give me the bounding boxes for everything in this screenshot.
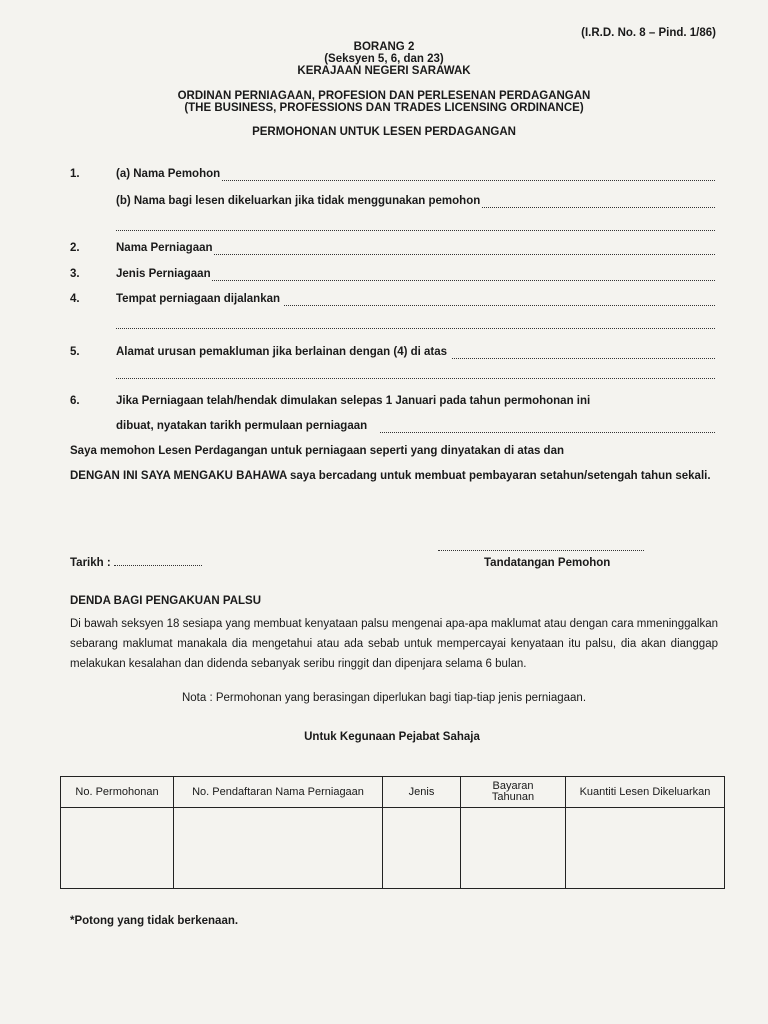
penalty-heading: DENDA BAGI PENGAKUAN PALSU <box>70 595 262 607</box>
signature-label: Tandatangan Pemohon <box>484 557 611 569</box>
business-place-label: Tempat perniagaan dijalankan <box>116 293 281 305</box>
item-number-5: 5. <box>70 346 80 358</box>
business-type-field[interactable] <box>212 280 715 281</box>
type-cell[interactable] <box>383 808 461 889</box>
notification-address-field-continued[interactable] <box>116 378 715 379</box>
licence-name-field-continued[interactable] <box>116 230 715 231</box>
item-number-6: 6. <box>70 395 80 407</box>
business-start-date-label: dibuat, nyatakan tarikh permulaan perniagaan <box>116 420 368 432</box>
application-number-cell[interactable] <box>61 808 174 889</box>
form-title: PERMOHONAN UNTUK LESEN PERDAGANGAN <box>252 126 516 138</box>
ordinance-title-malay: ORDINAN PERNIAGAAN, PROFESION DAN PERLESENAN PERDAGANGAN <box>177 90 591 102</box>
business-start-date-field[interactable] <box>380 432 715 433</box>
item-number-4: 4. <box>70 293 80 305</box>
annual-fee-cell[interactable] <box>461 808 566 889</box>
date-label: Tarikh : <box>70 557 114 569</box>
item-number-1: 1. <box>70 168 80 180</box>
signature-line[interactable] <box>438 550 644 551</box>
footnote: *Potong yang tidak berkenaan. <box>70 915 239 927</box>
office-use-heading: Untuk Kegunaan Pejabat Sahaja <box>304 731 480 743</box>
declaration-line-1: Saya memohon Lesen Perdagangan untuk perniagaan seperti yang dinyatakan di atas dan <box>70 445 565 457</box>
state-government: KERAJAAN NEGERI SARAWAK <box>297 65 471 77</box>
column-annual-fee: Bayaran Tahunan <box>461 777 566 808</box>
office-use-table <box>60 776 725 889</box>
form-reference: (I.R.D. No. 8 – Pind. 1/86) <box>581 27 716 39</box>
applicant-name-field[interactable] <box>222 180 715 181</box>
column-licence-quantity: Kuantiti Lesen Dikeluarkan <box>566 777 725 808</box>
office-table-header-row <box>61 777 725 808</box>
licence-name-field[interactable] <box>482 207 715 208</box>
office-table-entry-row <box>61 808 725 889</box>
penalty-text: Di bawah seksyen 18 sesiapa yang membuat kenyataan palsu mengenai apa-apa maklumat atau dengan cara mmeninggalkan sebarang maklumat manakala dia mengetahui atau ada sebab untuk mempercayai kenyataan itu palsu, dia akan dianggap melakukan kesalahan dan didenda sebanyak seribu ringgit dan dipenjara selama 6 bulan. <box>70 618 718 670</box>
business-place-field[interactable] <box>284 305 715 306</box>
licence-name-label: (b) Nama bagi lesen dikeluarkan jika tidak menggunakan pemohon <box>116 195 481 207</box>
column-type: Jenis <box>383 777 461 808</box>
applicant-name-label: (a) Nama Pemohon <box>116 168 221 180</box>
ordinance-title-english: (THE BUSINESS, PROFESSIONS DAN TRADES LICENSING ORDINANCE) <box>184 102 584 114</box>
declaration-line-2: DENGAN INI SAYA MENGAKU BAHAWA saya bercadang untuk membuat pembayaran setahun/setengah tahun sekali. <box>70 470 711 482</box>
date-field[interactable] <box>114 565 202 566</box>
form-number: BORANG 2 <box>353 41 415 53</box>
item-number-2: 2. <box>70 242 80 254</box>
business-place-field-continued[interactable] <box>116 328 715 329</box>
notification-address-label: Alamat urusan pemakluman jika berlainan dengan (4) di atas <box>116 346 448 358</box>
business-registration-number-cell[interactable] <box>174 808 383 889</box>
business-name-field[interactable] <box>214 254 715 255</box>
notification-address-field[interactable] <box>452 358 715 359</box>
licence-quantity-cell[interactable] <box>566 808 725 889</box>
note-text: Nota : Permohonan yang berasingan diperlukan bagi tiap-tiap jenis perniagaan. <box>181 692 587 704</box>
business-name-label: Nama Perniagaan <box>116 242 213 254</box>
business-type-label: Jenis Perniagaan <box>116 268 211 280</box>
item-number-3: 3. <box>70 268 80 280</box>
form-sections: (Seksyen 5, 6, dan 23) <box>324 53 444 65</box>
business-start-label: Jika Perniagaan telah/hendak dimulakan selepas 1 Januari pada tahun permohonan ini <box>116 395 591 407</box>
column-application-number: No. Permohonan <box>61 777 174 808</box>
column-business-registration-number: No. Pendaftaran Nama Perniagaan <box>174 777 383 808</box>
